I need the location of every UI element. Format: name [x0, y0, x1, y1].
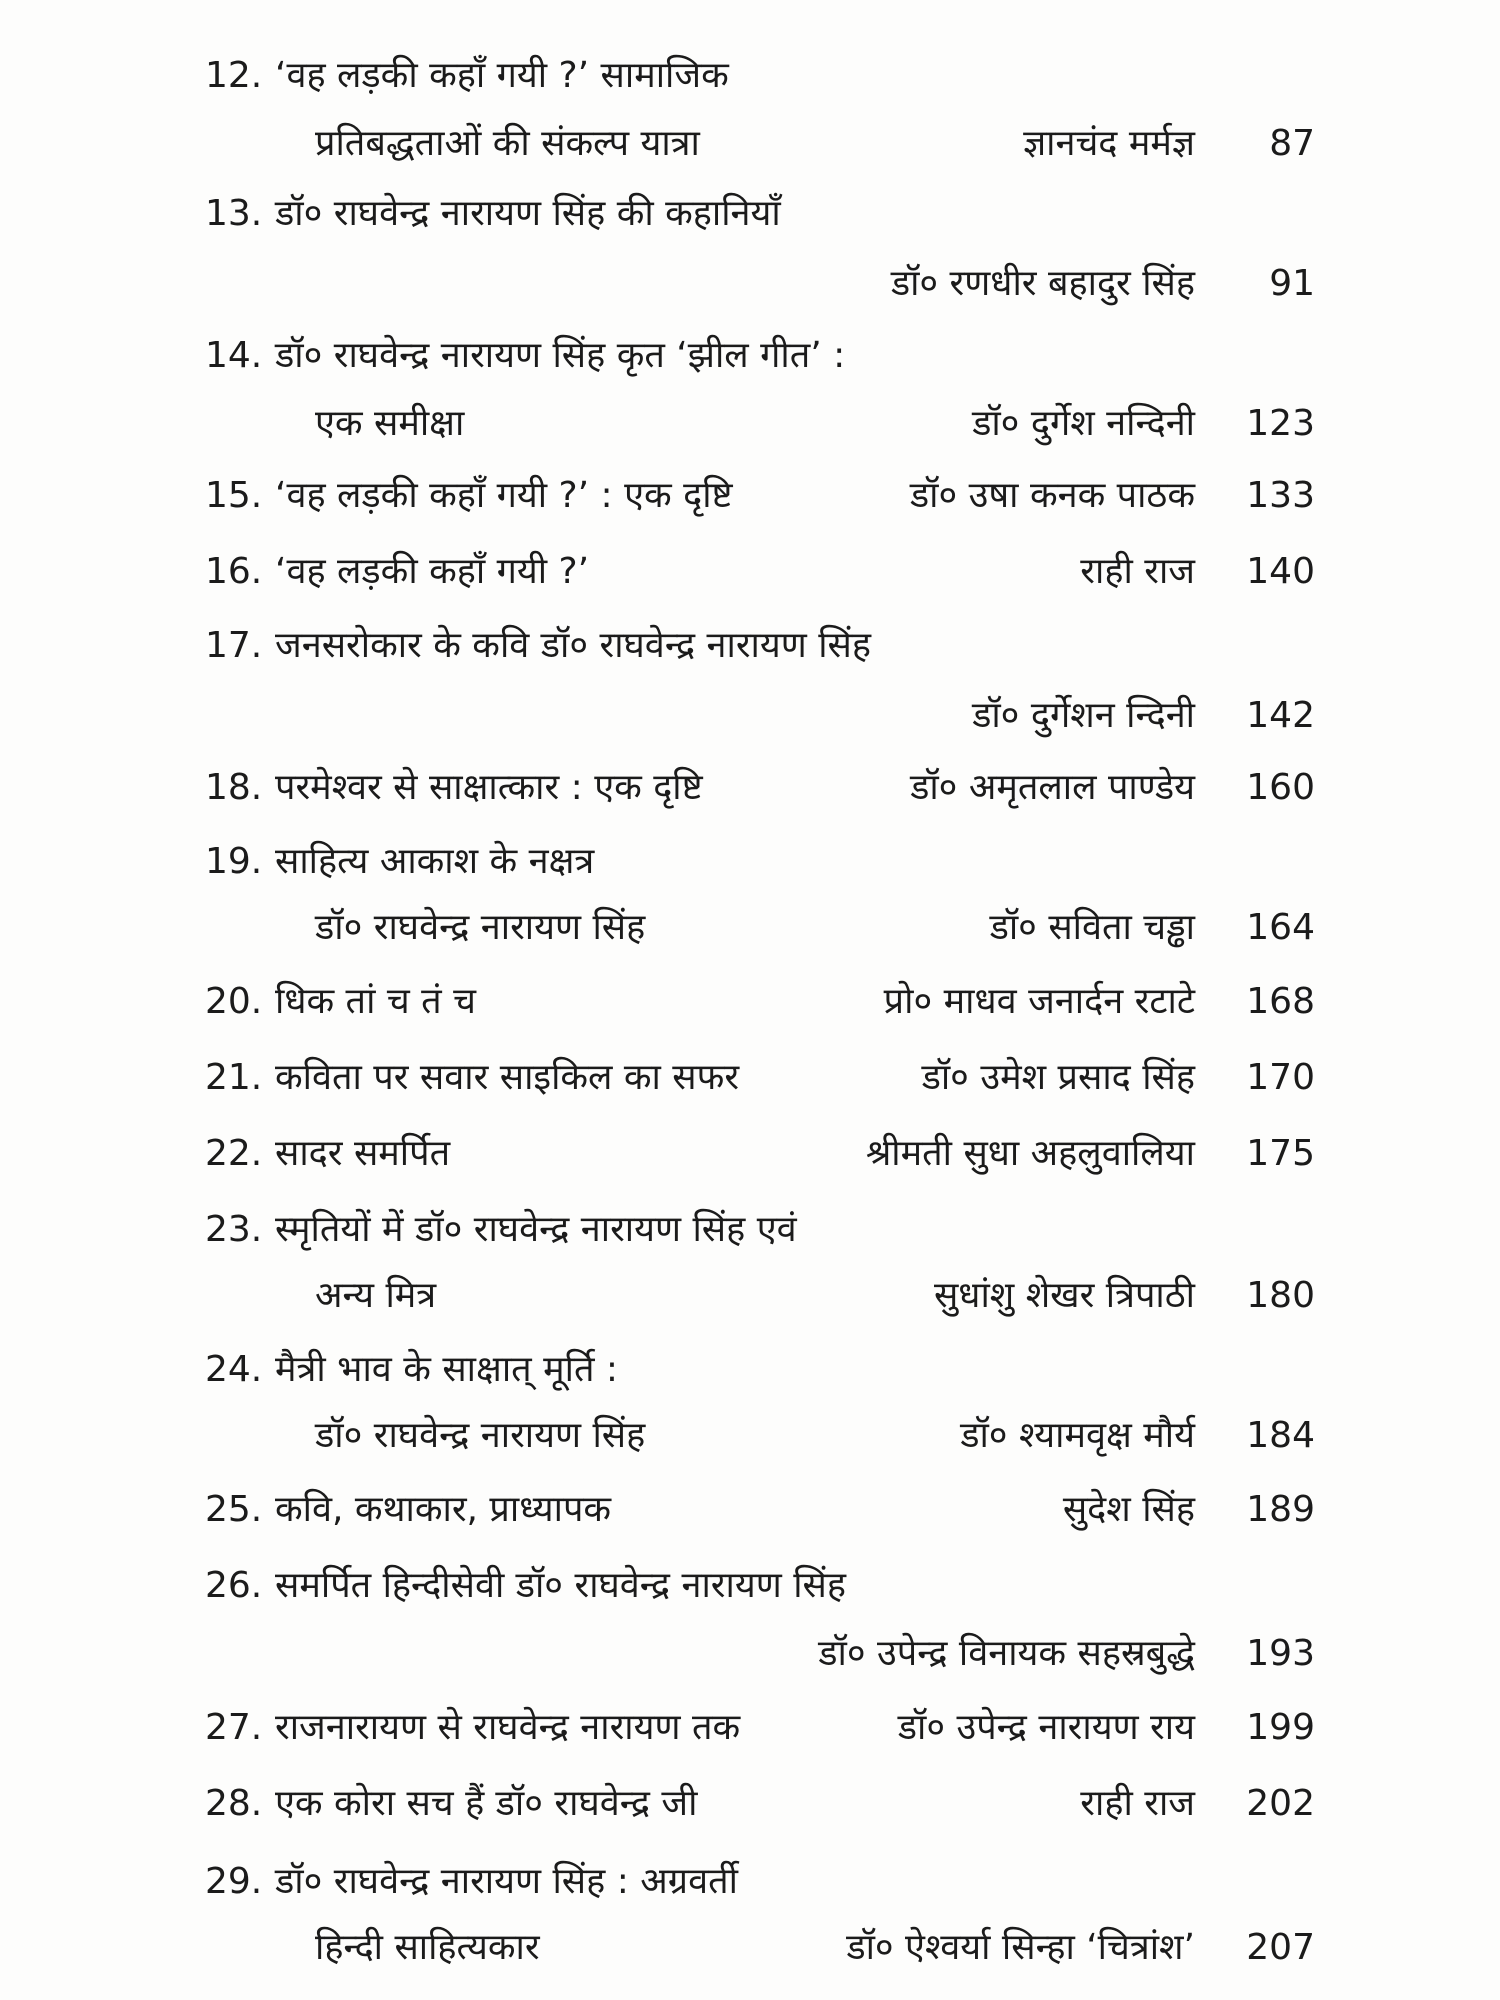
- entry-author: डॉ० दुर्गेश नन्दिनी: [972, 403, 1195, 444]
- entry-title-continued: डॉ० राघवेन्द्र नारायण सिंह: [315, 1415, 646, 1456]
- entry-author: प्रो० माधव जनार्दन रटाटे: [883, 981, 1195, 1022]
- entry-page: 202: [1246, 1783, 1315, 1824]
- entry-author: डॉ० अमृतलाल पाण्डेय: [910, 767, 1195, 808]
- entry-title: ‘वह लड़की कहाँ गयी ?’ : एक दृष्टि: [275, 475, 733, 516]
- entry-title: सादर समर्पित: [275, 1133, 451, 1174]
- entry-number: 20.: [205, 981, 263, 1022]
- entry-title: ‘वह लड़की कहाँ गयी ?’: [275, 551, 590, 592]
- entry-number: 18.: [205, 767, 263, 808]
- entry-author: डॉ० उपेन्द्र विनायक सहस्रबुद्धे: [818, 1633, 1195, 1674]
- entry-title-continued: अन्य मित्र: [315, 1275, 437, 1316]
- entry-title: समर्पित हिन्दीसेवी डॉ० राघवेन्द्र नारायण सिंह: [275, 1565, 846, 1606]
- entry-author: डॉ० ऐश्वर्या सिन्हा ‘चित्रांश’: [846, 1927, 1195, 1968]
- entry-number: 22.: [205, 1133, 263, 1174]
- entry-number: 28.: [205, 1783, 263, 1824]
- entry-number: 21.: [205, 1057, 263, 1098]
- entry-page: 207: [1246, 1927, 1315, 1968]
- entry-number: 17.: [205, 625, 263, 666]
- entry-number: 25.: [205, 1489, 263, 1530]
- entry-title: एक कोरा सच हैं डॉ० राघवेन्द्र जी: [275, 1783, 698, 1824]
- entry-title-continued: एक समीक्षा: [315, 403, 465, 444]
- entry-title: डॉ० राघवेन्द्र नारायण सिंह कृत ‘झील गीत’ :: [275, 335, 846, 376]
- entry-title: कविता पर सवार साइकिल का सफर: [275, 1057, 740, 1098]
- entry-author: सुदेश सिंह: [1062, 1489, 1195, 1530]
- entry-page: 142: [1246, 695, 1315, 736]
- entry-number: 23.: [205, 1209, 263, 1250]
- entry-author: डॉ० रणधीर बहादुर सिंह: [890, 263, 1195, 304]
- entry-author: डॉ० सविता चड्ढा: [989, 907, 1195, 948]
- entry-page: 160: [1246, 767, 1315, 808]
- entry-title: डॉ० राघवेन्द्र नारायण सिंह की कहानियाँ: [275, 193, 781, 234]
- entry-page: 164: [1246, 907, 1315, 948]
- entry-author: डॉ० दुर्गेशन न्दिनी: [972, 695, 1195, 736]
- entry-title: ‘वह लड़की कहाँ गयी ?’ सामाजिक: [275, 55, 729, 96]
- entry-author: डॉ० श्यामवृक्ष मौर्य: [960, 1415, 1195, 1456]
- entry-title: कवि, कथाकार, प्राध्यापक: [275, 1489, 612, 1530]
- entry-number: 16.: [205, 551, 263, 592]
- entry-title-continued: डॉ० राघवेन्द्र नारायण सिंह: [315, 907, 646, 948]
- entry-title-continued: हिन्दी साहित्यकार: [315, 1927, 540, 1968]
- entry-number: 13.: [205, 193, 263, 234]
- entry-page: 133: [1246, 475, 1315, 516]
- entry-title: राजनारायण से राघवेन्द्र नारायण तक: [275, 1707, 741, 1748]
- entry-author: डॉ० उपेन्द्र नारायण राय: [897, 1707, 1195, 1748]
- entry-number: 12.: [205, 55, 263, 96]
- entry-author: सुधांशु शेखर त्रिपाठी: [933, 1275, 1195, 1316]
- entry-page: 91: [1269, 263, 1315, 304]
- entry-number: 29.: [205, 1861, 263, 1902]
- entry-title: साहित्य आकाश के नक्षत्र: [275, 841, 595, 882]
- entry-author: डॉ० उषा कनक पाठक: [909, 475, 1195, 516]
- entry-author: श्रीमती सुधा अहलुवालिया: [865, 1133, 1195, 1174]
- entry-page: 189: [1246, 1489, 1315, 1530]
- entry-number: 27.: [205, 1707, 263, 1748]
- entry-author: राही राज: [1080, 551, 1195, 592]
- entry-page: 193: [1246, 1633, 1315, 1674]
- entry-page: 199: [1246, 1707, 1315, 1748]
- entry-title: स्मृतियों में डॉ० राघवेन्द्र नारायण सिंह एवं: [275, 1209, 797, 1250]
- entry-title: धिक तां च तं च: [275, 981, 476, 1022]
- entry-title: मैत्री भाव के साक्षात् मूर्ति :: [275, 1349, 619, 1390]
- entry-author: डॉ० उमेश प्रसाद सिंह: [921, 1057, 1195, 1098]
- entry-title-continued: प्रतिबद्धताओं की संकल्प यात्रा: [315, 123, 700, 164]
- entry-number: 14.: [205, 335, 263, 376]
- entry-number: 24.: [205, 1349, 263, 1390]
- entry-page: 180: [1246, 1275, 1315, 1316]
- entry-page: 168: [1246, 981, 1315, 1022]
- entry-page: 87: [1269, 123, 1315, 164]
- entry-number: 15.: [205, 475, 263, 516]
- entry-page: 175: [1246, 1133, 1315, 1174]
- entry-page: 170: [1246, 1057, 1315, 1098]
- entry-page: 140: [1246, 551, 1315, 592]
- entry-page: 184: [1246, 1415, 1315, 1456]
- entry-number: 19.: [205, 841, 263, 882]
- entry-author: राही राज: [1080, 1783, 1195, 1824]
- entry-title: परमेश्वर से साक्षात्कार : एक दृष्टि: [275, 767, 703, 808]
- entry-author: ज्ञानचंद मर्मज्ञ: [1023, 123, 1195, 164]
- entry-page: 123: [1246, 403, 1315, 444]
- entry-number: 26.: [205, 1565, 263, 1606]
- entry-title: डॉ० राघवेन्द्र नारायण सिंह : अग्रवर्ती: [275, 1861, 738, 1902]
- entry-title: जनसरोकार के कवि डॉ० राघवेन्द्र नारायण सिंह: [275, 625, 871, 666]
